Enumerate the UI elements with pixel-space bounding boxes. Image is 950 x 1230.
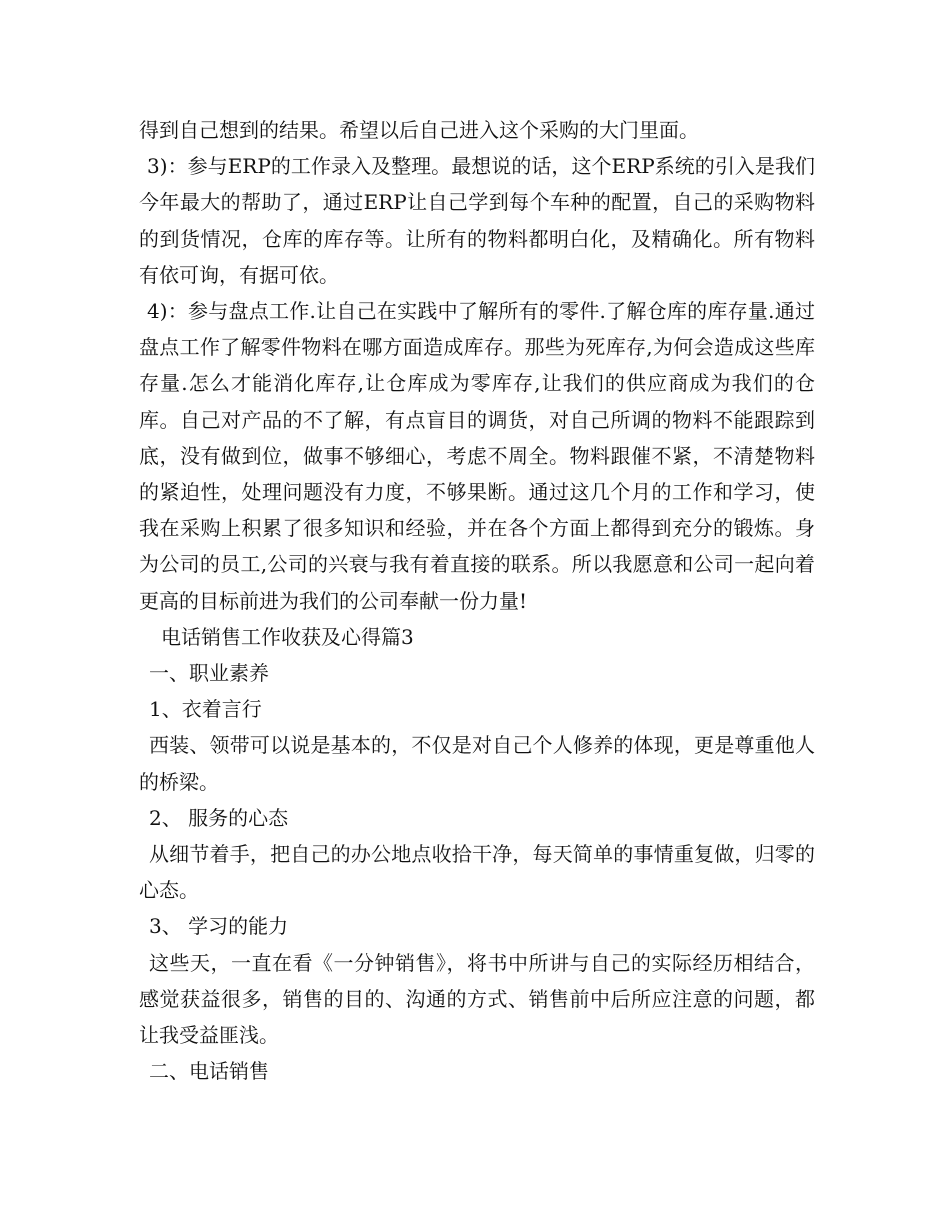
heading-telephone-sales: 二、电话销售 xyxy=(149,1059,269,1084)
heading-attire-conduct: 1、衣着言行 xyxy=(149,697,262,722)
heading-learning-ability: 3、 学习的能力 xyxy=(149,914,289,939)
paragraph-purchase-result: 得到自己想到的结果。希望以后自己进入这个采购的大门里面。 xyxy=(139,118,699,142)
heading-service-mindset: 2、 服务的心态 xyxy=(149,805,289,830)
section-heading-telesales-part3: 电话销售工作收获及心得篇3 xyxy=(161,624,414,649)
paragraph-suit-tie: 西装、领带可以说是基本的，不仅是对自己个人修养的体现，更是尊重他人的桥梁。 xyxy=(139,733,815,794)
document-page xyxy=(139,112,815,1089)
paragraph-erp-entry: 3)：参与ERP的工作录入及整理。最想说的话，这个ERP系统的引入是我们今年最大的帮助了，通过ERP让自己学到每个车种的配置，自己的采购物料的到货情况，仓库的库存等。让所有的物料都明白化，及精确化。所有物料有依可询，有据可依。 xyxy=(139,154,815,287)
paragraph-inventory-count: 4)：参与盘点工作.让自己在实践中了解所有的零件.了解仓库的库存量.通过盘点工作了解零件物料在哪方面造成库存。那些为死库存,为何会造成这些库存量.怎么才能消化库存,让仓库成为零库存,让我们的供应商成为我们的仓库。自己对产品的不了解，有点盲目的调货，对自己所调的物料不能跟踪到底，没有做到位，做事不够细心，考虑不周全。物料跟催不紧，不清楚物料的紧迫性，处理问题没有力度，不够果断。通过这几个月的工作和学习，使我在采购上积累了很多知识和经验，并在各个方面上都得到充分的锻炼。身为公司的员工,公司的兴衰与我有着直接的联系。所以我愿意和公司一起向着更高的目标前进为我们的公司奉献一份力量! xyxy=(139,299,815,613)
paragraph-one-minute-sales: 这些天，一直在看《一分钟销售》，将书中所讲与自己的实际经历相结合，感觉获益很多，销售的目的、沟通的方式、销售前中后所应注意的问题，都让我受益匪浅。 xyxy=(139,950,815,1048)
heading-professional-quality: 一、职业素养 xyxy=(149,661,269,686)
paragraph-details: 从细节着手，把自己的办公地点收拾干净，每天简单的事情重复做，归零的心态。 xyxy=(139,842,815,903)
